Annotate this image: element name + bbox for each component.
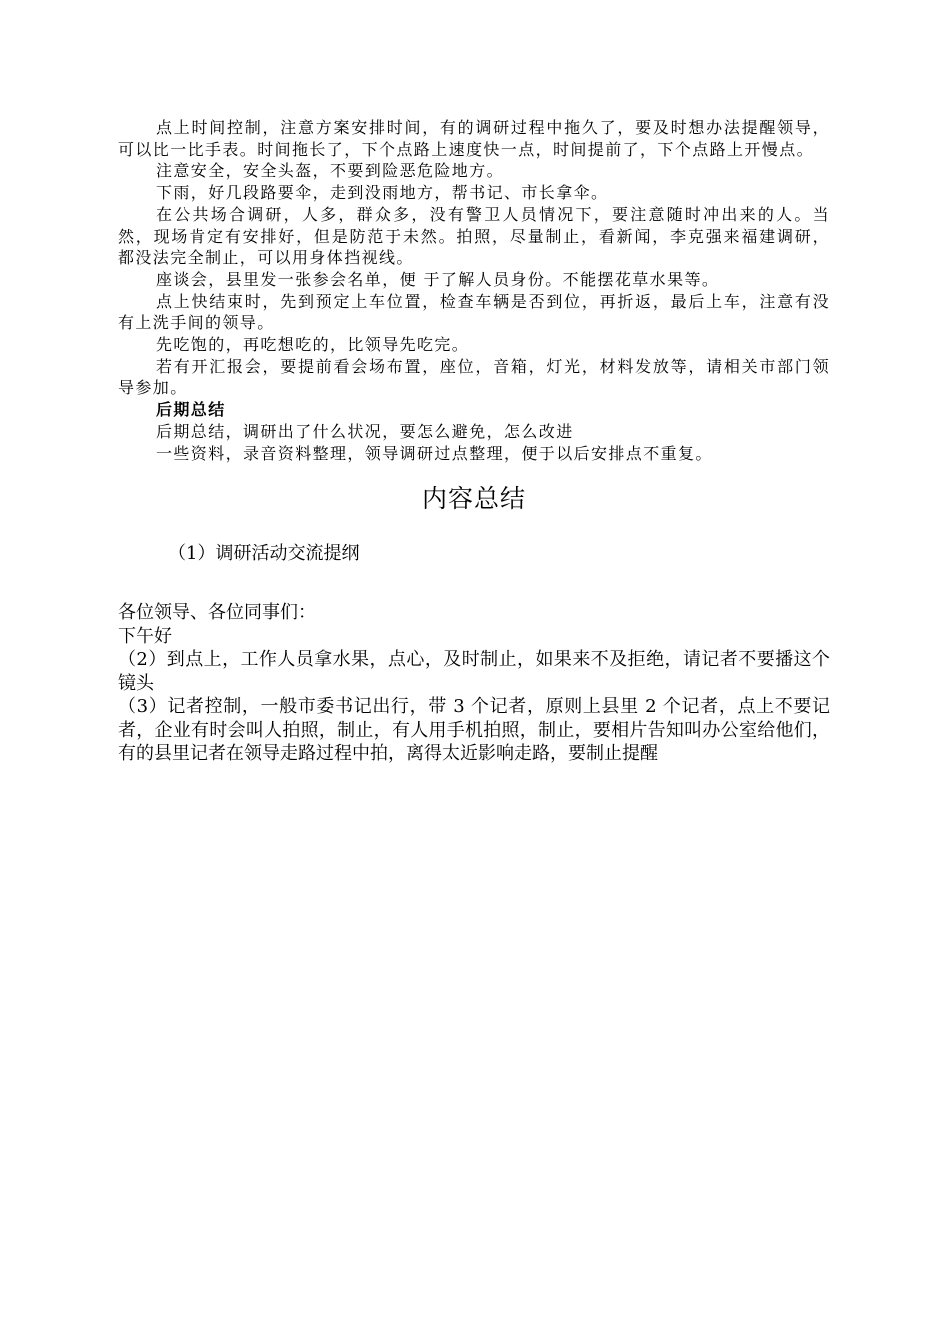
paragraph-summary-2: 一些资料，录音资料整理，领导调研过点整理，便于以后安排点不重复。 <box>156 443 713 463</box>
outline-section <box>118 601 830 766</box>
afternoon-greeting: 下午好 <box>118 625 172 647</box>
paragraph-meeting: 座谈会，县里发一张参会名单，便 于了解人员身份。不能摆花草水果等。 <box>156 269 720 289</box>
paragraph-time-control: 点上时间控制，注意方案安排时间，有的调研过程中拖久了，要及时想办法提醒领导，可以比一比手表。时间拖长了，下个点路上速度快一点，时间提前了，下个点路上开慢点。 <box>118 118 830 159</box>
paragraph-public-places: 在公共场合调研，人多，群众多，没有警卫人员情况下，要注意随时冲出来的人。当然，现场肯定有安排好，但是防范于未然。拍照，尽量制止，看新闻，李克强来福建调研，都没法完全制止，可以用身体挡视线。 <box>118 204 830 268</box>
paragraph-report-meeting: 若有开汇报会，要提前看会场布置，座位，音箱，灯光，材料发放等，请相关市部门领导参加。 <box>118 356 830 398</box>
paragraph-safety: 注意安全，安全头盔，不要到险恶危险地方。 <box>156 161 505 181</box>
paragraph-rain: 下雨，好几段路要伞，走到没雨地方，帮书记、市长拿伞。 <box>156 183 609 203</box>
outline-subtitle: （1）调研活动交流提纲 <box>168 543 360 565</box>
paragraph-departure: 点上快结束时，先到预定上车位置，检查车辆是否到位，再折返，最后上车，注意有没有上洗手间的领导。 <box>118 291 830 333</box>
page-title: 内容总结 <box>421 484 526 514</box>
paragraph-meal: 先吃饱的，再吃想吃的，比领导先吃完。 <box>156 335 470 355</box>
outline-item-2: （2）到点上，工作人员拿水果，点心，及时制止，如果来不及拒绝，请记者不要播这个镜头 <box>118 649 830 694</box>
greeting-line: 各位领导、各位同事们： <box>118 602 316 624</box>
outline-item-3: （3）记者控制，一般市委书记出行，带 3 个记者，原则上县里 2 个记者，点上不要记者，企业有时会叫人拍照，制止，有人用手机拍照，制止，要相片告知叫办公室给他们，有的县里记者在领导走路过程中拍，离得太近影响走路，要制止提醒 <box>118 696 830 765</box>
guidelines-section <box>118 117 830 464</box>
section-heading-summary: 后期总结 <box>156 400 226 420</box>
paragraph-summary-1: 后期总结，调研出了什么状况，要怎么避免，怎么改进 <box>156 421 574 441</box>
document-page <box>118 117 830 766</box>
